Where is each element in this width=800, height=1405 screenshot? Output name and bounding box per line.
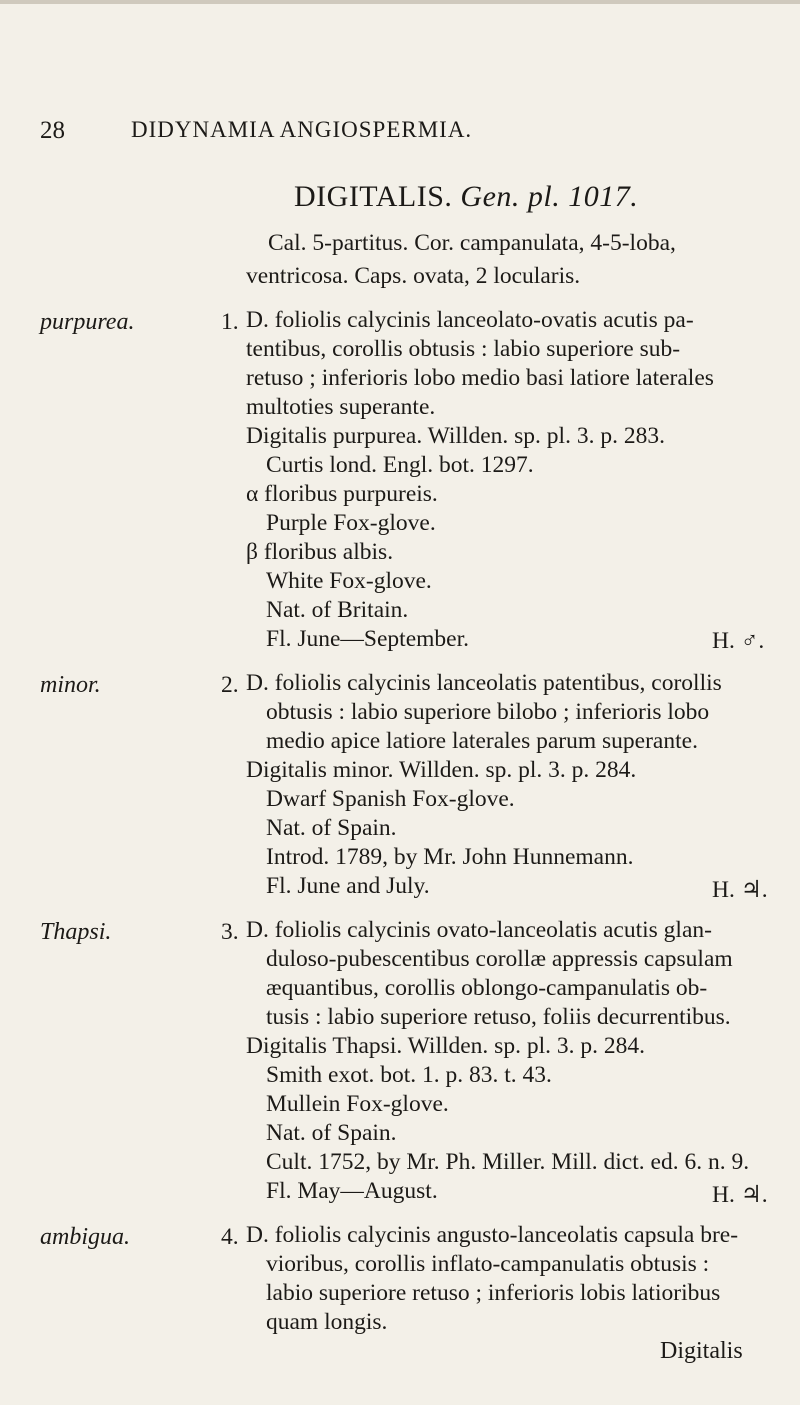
- page-header: [0, 117, 800, 147]
- synonym-line: Smith exot. bot. 1. p. 83. t. 43.: [266, 1062, 552, 1088]
- common-name: White Fox-glove.: [266, 568, 432, 594]
- habit-status: H. ♃.: [712, 877, 768, 903]
- synonym-line: Digitalis minor. Willden. sp. pl. 3. p. 284.: [246, 757, 637, 783]
- description-line: tusis : labio superiore retuso, foliis decurrentibus.: [266, 1004, 731, 1030]
- page-top-edge: [0, 0, 800, 4]
- description-line: D. foliolis calycinis lanceolatis patentibus, corollis: [246, 670, 722, 696]
- variety-line: β floribus albis.: [246, 539, 394, 565]
- introduction-line: Introd. 1789, by Mr. John Hunnemann.: [266, 844, 634, 870]
- synonym-line: Digitalis Thapsi. Willden. sp. pl. 3. p. 284.: [246, 1033, 645, 1059]
- catchword: Digitalis: [660, 1338, 743, 1364]
- species-number: 3.: [221, 919, 239, 945]
- common-name: Mullein Fox-glove.: [266, 1091, 449, 1117]
- flowering-line: Fl. May—August.: [266, 1178, 438, 1204]
- genus-title: [294, 180, 638, 214]
- description-line: medio apice latiore laterales parum superante.: [266, 728, 698, 754]
- description-line: vioribus, corollis inflato-campanulatis obtusis :: [266, 1251, 710, 1277]
- running-title: DIDYNAMIA ANGIOSPERMIA.: [131, 117, 473, 142]
- species-number: 2.: [221, 672, 239, 698]
- description-line: labio superiore retuso ; inferioris lobis latioribus: [266, 1280, 721, 1306]
- common-name: Purple Fox-glove.: [266, 510, 436, 536]
- description-line: duloso-pubescentibus corollæ appressis capsulam: [266, 946, 733, 972]
- genus-character-line: ventricosa. Caps. ovata, 2 locularis.: [246, 263, 581, 289]
- page-number: 28: [40, 117, 65, 144]
- description-line: D. foliolis calycinis ovato-lanceolatis acutis glan-: [246, 917, 712, 943]
- description-line: retuso ; inferioris lobo medio basi latiore laterales: [246, 365, 714, 391]
- common-name: Dwarf Spanish Fox-glove.: [266, 786, 515, 812]
- cultivation-line: Cult. 1752, by Mr. Ph. Miller. Mill. dict. ed. 6. n. 9.: [266, 1149, 750, 1175]
- description-line: tentibus, corollis obtusis : labio superiore sub-: [246, 336, 681, 362]
- genus-name: DIGITALIS.: [294, 180, 453, 213]
- native-line: Nat. of Britain.: [266, 597, 409, 623]
- genus-character-line: Cal. 5-partitus. Cor. campanulata, 4-5-loba,: [268, 230, 676, 256]
- species-number: 1.: [221, 309, 239, 335]
- habit-status: H. ♃.: [712, 1182, 768, 1208]
- description-line: quam longis.: [266, 1309, 388, 1335]
- species-epithet: ambigua.: [40, 1224, 130, 1250]
- species-epithet: purpurea.: [40, 309, 135, 335]
- species-epithet: Thapsi.: [40, 919, 112, 945]
- synonym-line: Digitalis purpurea. Willden. sp. pl. 3. p. 283.: [246, 423, 665, 449]
- description-line: multoties superante.: [246, 394, 436, 420]
- habit-status: H. ♂.: [712, 628, 765, 654]
- description-line: obtusis : labio superiore bilobo ; inferioris lobo: [266, 699, 710, 725]
- species-epithet: minor.: [40, 672, 101, 698]
- description-line: æquantibus, corollis oblongo-campanulatis ob-: [266, 975, 708, 1001]
- genus-reference: Gen. pl. 1017.: [460, 180, 639, 213]
- variety-line: α floribus purpureis.: [246, 481, 438, 507]
- description-line: D. foliolis calycinis angusto-lanceolatis capsula bre-: [246, 1222, 739, 1248]
- native-line: Nat. of Spain.: [266, 1120, 397, 1146]
- flowering-line: Fl. June and July.: [266, 873, 430, 899]
- species-number: 4.: [221, 1224, 239, 1250]
- native-line: Nat. of Spain.: [266, 815, 397, 841]
- synonym-line: Curtis lond. Engl. bot. 1297.: [266, 452, 534, 478]
- flowering-line: Fl. June—September.: [266, 626, 469, 652]
- description-line: D. foliolis calycinis lanceolato-ovatis acutis pa-: [246, 307, 694, 333]
